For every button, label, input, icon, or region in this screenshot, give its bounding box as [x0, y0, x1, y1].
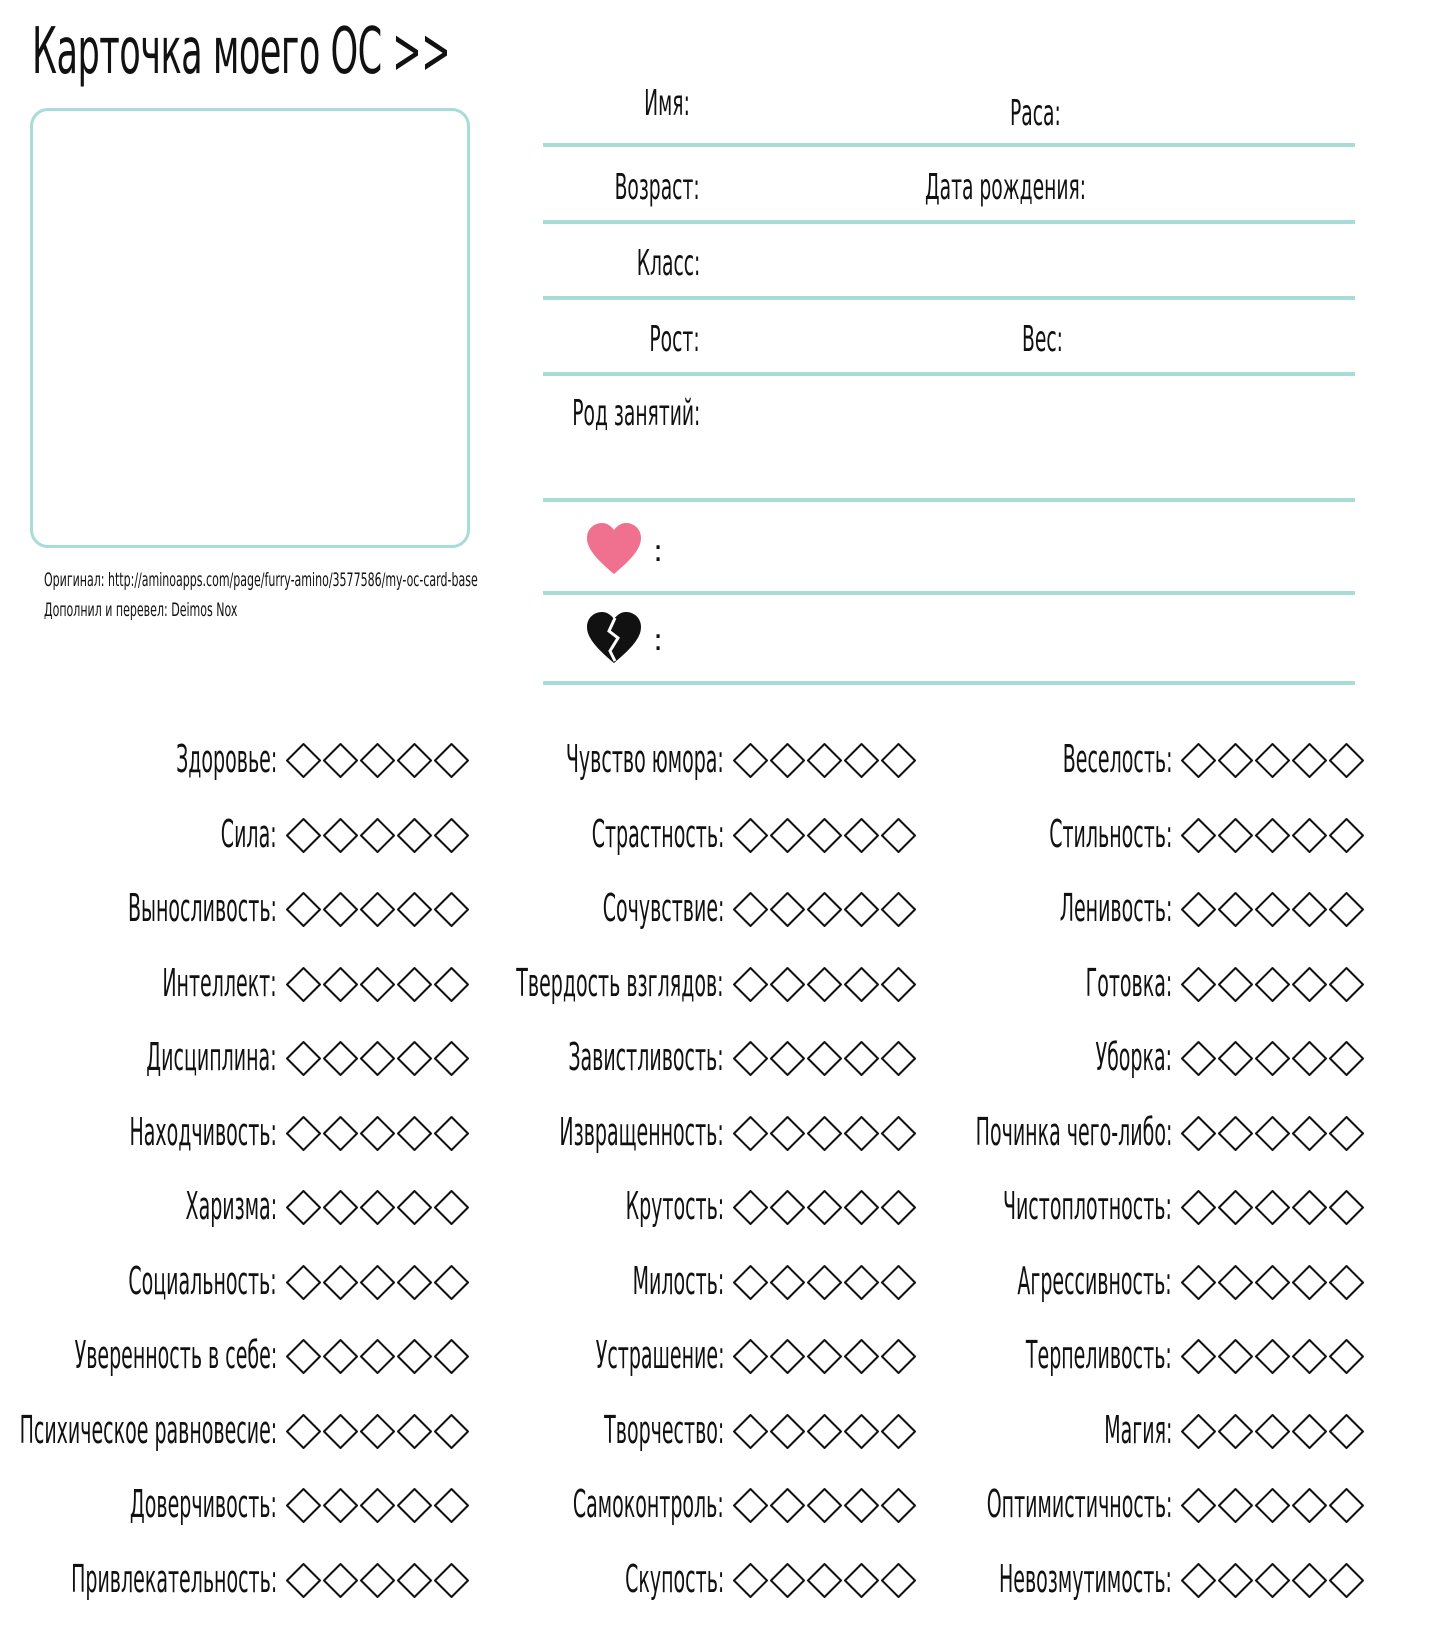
rating-diamonds: [285, 891, 470, 928]
rating-diamonds: [285, 817, 470, 854]
stat-row: [447, 1177, 917, 1237]
rating-diamonds: [732, 1562, 917, 1599]
rating-diamond-icon[interactable]: [732, 1189, 769, 1226]
credit-translator: Дополнил и перевел: Deimos Nox: [44, 599, 238, 621]
rating-diamond-icon[interactable]: [359, 1115, 396, 1152]
rating-diamond-icon[interactable]: [1180, 1413, 1217, 1450]
rating-diamond-icon[interactable]: [1217, 1487, 1254, 1524]
stat-row: [0, 1550, 470, 1610]
rating-diamond-icon[interactable]: [359, 1338, 396, 1375]
rating-diamond-icon[interactable]: [396, 1264, 433, 1301]
rating-diamond-icon[interactable]: [806, 1487, 843, 1524]
stat-row: [447, 730, 917, 790]
stat-label: Уверенность в себе:: [74, 1333, 277, 1377]
stat-label: Устрашение:: [595, 1333, 724, 1377]
rating-diamond-icon[interactable]: [285, 1115, 322, 1152]
rating-diamond-icon[interactable]: [285, 1040, 322, 1077]
stat-label: Стильность:: [1048, 811, 1172, 856]
stat-label: Крутость:: [625, 1184, 724, 1228]
rating-diamonds: [1180, 1115, 1365, 1152]
divider-line: [543, 591, 1355, 595]
rating-diamonds: [285, 1115, 470, 1152]
stat-label: Твердость взглядов:: [516, 960, 724, 1005]
class-label: Класс:: [636, 243, 700, 284]
stat-label: Дисциплина:: [146, 1035, 277, 1079]
rating-diamonds: [1180, 1338, 1365, 1375]
stat-label: Уборка:: [1095, 1035, 1172, 1079]
rating-diamonds: [732, 1040, 917, 1077]
rating-diamond-icon[interactable]: [1180, 891, 1217, 928]
rating-diamonds: [732, 966, 917, 1003]
rating-diamond-icon[interactable]: [1291, 1562, 1328, 1599]
weight-label: Вес:: [1022, 319, 1063, 360]
rating-diamond-icon[interactable]: [359, 1189, 396, 1226]
rating-diamond-icon[interactable]: [285, 1338, 322, 1375]
rating-diamonds: [1180, 1413, 1365, 1450]
rating-diamond-icon[interactable]: [769, 1338, 806, 1375]
rating-diamonds: [1180, 1040, 1365, 1077]
stat-row: [0, 1252, 470, 1312]
rating-diamonds: [1180, 1189, 1365, 1226]
rating-diamonds: [732, 1338, 917, 1375]
stat-label: Сила:: [221, 811, 277, 856]
rating-diamond-icon[interactable]: [732, 1487, 769, 1524]
rating-diamond-icon[interactable]: [359, 1264, 396, 1301]
divider-line: [543, 296, 1355, 300]
rating-diamond-icon[interactable]: [1291, 1189, 1328, 1226]
stat-label: Скупость:: [624, 1556, 724, 1601]
rating-diamond-icon[interactable]: [1328, 1189, 1365, 1226]
rating-diamond-icon[interactable]: [732, 1264, 769, 1301]
rating-diamond-icon[interactable]: [1254, 1413, 1291, 1450]
rating-diamond-icon[interactable]: [732, 817, 769, 854]
rating-diamond-icon[interactable]: [1291, 1487, 1328, 1524]
stat-label: Завистливость:: [568, 1035, 724, 1079]
rating-diamond-icon[interactable]: [843, 1189, 880, 1226]
rating-diamond-icon[interactable]: [396, 1562, 433, 1599]
rating-diamond-icon[interactable]: [322, 891, 359, 928]
page-title: Карточка моего OC >>: [32, 15, 451, 89]
stat-label: Привлекательность:: [70, 1556, 277, 1601]
broken-heart-icon: [585, 611, 643, 669]
rating-diamond-icon[interactable]: [806, 742, 843, 779]
stat-label: Интеллект:: [162, 960, 277, 1005]
stat-row: [447, 954, 917, 1014]
credit-original: Оригинал: http://aminoapps.com/page/furry-amino/3577586/my-oc-card-base: [44, 569, 478, 591]
divider-line: [543, 372, 1355, 376]
rating-diamond-icon[interactable]: [1180, 817, 1217, 854]
stat-label: Извращенность:: [559, 1109, 724, 1154]
stat-label: Оптимистичность:: [986, 1482, 1172, 1526]
stat-label: Чистоплотность:: [1003, 1184, 1172, 1228]
rating-diamonds: [285, 1040, 470, 1077]
rating-diamond-icon[interactable]: [769, 1413, 806, 1450]
rating-diamond-icon[interactable]: [769, 742, 806, 779]
rating-diamond-icon[interactable]: [769, 1189, 806, 1226]
rating-diamond-icon[interactable]: [1254, 1264, 1291, 1301]
rating-diamond-icon[interactable]: [1291, 966, 1328, 1003]
rating-diamond-icon[interactable]: [806, 1115, 843, 1152]
stat-row: [895, 730, 1365, 790]
dislikes-row: [585, 611, 663, 669]
rating-diamond-icon[interactable]: [1328, 1413, 1365, 1450]
rating-diamond-icon[interactable]: [769, 1487, 806, 1524]
rating-diamond-icon[interactable]: [843, 891, 880, 928]
oc-picture-frame[interactable]: [30, 108, 470, 548]
stat-label: Невозмутимость:: [999, 1556, 1172, 1601]
likes-row: [585, 522, 663, 580]
rating-diamond-icon[interactable]: [1180, 1040, 1217, 1077]
rating-diamond-icon[interactable]: [1254, 891, 1291, 928]
rating-diamond-icon[interactable]: [1291, 891, 1328, 928]
rating-diamonds: [1180, 1264, 1365, 1301]
rating-diamonds: [285, 1562, 470, 1599]
rating-diamond-icon[interactable]: [1254, 1115, 1291, 1152]
rating-diamonds: [732, 1115, 917, 1152]
rating-diamond-icon[interactable]: [1254, 742, 1291, 779]
rating-diamond-icon[interactable]: [1217, 1115, 1254, 1152]
divider-line: [543, 143, 1355, 147]
rating-diamond-icon[interactable]: [843, 742, 880, 779]
rating-diamond-icon[interactable]: [1217, 817, 1254, 854]
stat-row: [895, 1103, 1365, 1163]
rating-diamond-icon[interactable]: [322, 1487, 359, 1524]
stat-row: [895, 1475, 1365, 1535]
stat-label: Самоконтроль:: [573, 1482, 724, 1526]
rating-diamond-icon[interactable]: [806, 1562, 843, 1599]
rating-diamond-icon[interactable]: [843, 966, 880, 1003]
stat-row: [447, 805, 917, 865]
rating-diamond-icon[interactable]: [285, 1562, 322, 1599]
rating-diamond-icon[interactable]: [1328, 966, 1365, 1003]
stat-row: [895, 1550, 1365, 1610]
rating-diamond-icon[interactable]: [843, 1487, 880, 1524]
rating-diamond-icon[interactable]: [1291, 1040, 1328, 1077]
rating-diamond-icon[interactable]: [1180, 1264, 1217, 1301]
rating-diamond-icon[interactable]: [359, 1562, 396, 1599]
rating-diamond-icon[interactable]: [1217, 1338, 1254, 1375]
stat-label: Починка чего-либо:: [975, 1109, 1172, 1154]
rating-diamond-icon[interactable]: [732, 891, 769, 928]
occupation-label: Род занятий:: [571, 393, 700, 434]
rating-diamond-icon[interactable]: [1291, 817, 1328, 854]
rating-diamond-icon[interactable]: [1254, 966, 1291, 1003]
stat-row: [895, 1177, 1365, 1237]
rating-diamond-icon[interactable]: [1328, 891, 1365, 928]
stat-label: Терпеливость:: [1026, 1333, 1172, 1377]
rating-diamond-icon[interactable]: [359, 1413, 396, 1450]
rating-diamond-icon[interactable]: [1328, 817, 1365, 854]
stat-row: [447, 879, 917, 939]
rating-diamond-icon[interactable]: [359, 891, 396, 928]
rating-diamond-icon[interactable]: [732, 966, 769, 1003]
rating-diamond-icon[interactable]: [396, 1413, 433, 1450]
divider-line: [543, 220, 1355, 224]
rating-diamond-icon[interactable]: [1328, 1115, 1365, 1152]
rating-diamond-icon[interactable]: [322, 1189, 359, 1226]
stat-row: [447, 1401, 917, 1461]
rating-diamonds: [732, 891, 917, 928]
rating-diamond-icon[interactable]: [396, 1040, 433, 1077]
stat-row: [0, 879, 470, 939]
stat-row: [895, 879, 1365, 939]
rating-diamonds: [732, 817, 917, 854]
rating-diamond-icon[interactable]: [843, 817, 880, 854]
rating-diamond-icon[interactable]: [769, 1040, 806, 1077]
rating-diamond-icon[interactable]: [285, 1264, 322, 1301]
rating-diamonds: [732, 742, 917, 779]
rating-diamonds: [1180, 1487, 1365, 1524]
rating-diamond-icon[interactable]: [806, 817, 843, 854]
rating-diamond-icon[interactable]: [732, 742, 769, 779]
stat-row: [0, 1401, 470, 1461]
rating-diamonds: [285, 966, 470, 1003]
rating-diamond-icon[interactable]: [1180, 1487, 1217, 1524]
divider-line: [543, 498, 1355, 502]
rating-diamond-icon[interactable]: [1180, 1562, 1217, 1599]
rating-diamond-icon[interactable]: [396, 1487, 433, 1524]
stat-label: Милость:: [632, 1258, 724, 1303]
rating-diamonds: [285, 742, 470, 779]
rating-diamond-icon[interactable]: [806, 1338, 843, 1375]
rating-diamonds: [1180, 742, 1365, 779]
rating-diamond-icon[interactable]: [1328, 1562, 1365, 1599]
credits: [44, 565, 792, 625]
divider-line: [543, 681, 1355, 685]
rating-diamond-icon[interactable]: [843, 1338, 880, 1375]
rating-diamond-icon[interactable]: [1180, 966, 1217, 1003]
stat-row: [895, 1326, 1365, 1386]
dislikes-colon: :: [653, 622, 664, 658]
rating-diamond-icon[interactable]: [285, 1189, 322, 1226]
name-label: Имя:: [644, 83, 690, 124]
likes-colon: :: [653, 533, 664, 569]
stat-label: Чувство юмора:: [566, 737, 724, 781]
rating-diamond-icon[interactable]: [732, 1040, 769, 1077]
stat-row: [0, 805, 470, 865]
rating-diamond-icon[interactable]: [1291, 1338, 1328, 1375]
rating-diamond-icon[interactable]: [769, 817, 806, 854]
rating-diamond-icon[interactable]: [843, 1413, 880, 1450]
rating-diamond-icon[interactable]: [1328, 1264, 1365, 1301]
rating-diamond-icon[interactable]: [1328, 742, 1365, 779]
rating-diamond-icon[interactable]: [806, 1040, 843, 1077]
rating-diamond-icon[interactable]: [806, 966, 843, 1003]
stat-label: Психическое равновесие:: [19, 1407, 277, 1452]
rating-diamond-icon[interactable]: [843, 1264, 880, 1301]
rating-diamond-icon[interactable]: [396, 1189, 433, 1226]
rating-diamond-icon[interactable]: [285, 742, 322, 779]
rating-diamond-icon[interactable]: [285, 966, 322, 1003]
stat-row: [0, 1028, 470, 1088]
rating-diamond-icon[interactable]: [396, 1338, 433, 1375]
rating-diamond-icon[interactable]: [359, 1487, 396, 1524]
rating-diamond-icon[interactable]: [1217, 891, 1254, 928]
stat-label: Веселость:: [1062, 737, 1172, 781]
rating-diamond-icon[interactable]: [843, 1040, 880, 1077]
rating-diamond-icon[interactable]: [1217, 1413, 1254, 1450]
stat-row: [447, 1550, 917, 1610]
rating-diamond-icon[interactable]: [359, 817, 396, 854]
rating-diamonds: [285, 1189, 470, 1226]
stat-label: Ленивость:: [1059, 886, 1172, 930]
rating-diamond-icon[interactable]: [1180, 1115, 1217, 1152]
rating-diamond-icon[interactable]: [1217, 1189, 1254, 1226]
rating-diamond-icon[interactable]: [1254, 1338, 1291, 1375]
rating-diamond-icon[interactable]: [396, 742, 433, 779]
stat-row: [447, 1252, 917, 1312]
rating-diamond-icon[interactable]: [1328, 1487, 1365, 1524]
rating-diamond-icon[interactable]: [322, 1562, 359, 1599]
rating-diamond-icon[interactable]: [1291, 742, 1328, 779]
rating-diamond-icon[interactable]: [1291, 1413, 1328, 1450]
age-label: Возраст:: [614, 167, 700, 208]
rating-diamond-icon[interactable]: [359, 742, 396, 779]
rating-diamond-icon[interactable]: [769, 891, 806, 928]
stat-label: Творчество:: [603, 1407, 724, 1452]
stat-row: [0, 730, 470, 790]
rating-diamonds: [732, 1487, 917, 1524]
rating-diamond-icon[interactable]: [359, 966, 396, 1003]
rating-diamond-icon[interactable]: [769, 966, 806, 1003]
rating-diamond-icon[interactable]: [322, 817, 359, 854]
stat-label: Харизма:: [185, 1184, 277, 1228]
stat-label: Социальность:: [128, 1258, 277, 1303]
rating-diamond-icon[interactable]: [396, 966, 433, 1003]
rating-diamond-icon[interactable]: [843, 1562, 880, 1599]
rating-diamond-icon[interactable]: [1217, 966, 1254, 1003]
stat-row: [895, 954, 1365, 1014]
rating-diamond-icon[interactable]: [1180, 1189, 1217, 1226]
rating-diamond-icon[interactable]: [322, 742, 359, 779]
stat-row: [895, 1401, 1365, 1461]
stat-row: [0, 1103, 470, 1163]
heart-icon: [585, 522, 643, 580]
rating-diamonds: [1180, 966, 1365, 1003]
rating-diamond-icon[interactable]: [396, 1115, 433, 1152]
rating-diamond-icon[interactable]: [732, 1115, 769, 1152]
rating-diamond-icon[interactable]: [1291, 1264, 1328, 1301]
rating-diamond-icon[interactable]: [732, 1413, 769, 1450]
stat-row: [447, 1028, 917, 1088]
rating-diamonds: [732, 1413, 917, 1450]
stat-label: Доверчивость:: [130, 1482, 277, 1526]
stat-row: [0, 954, 470, 1014]
rating-diamond-icon[interactable]: [285, 1487, 322, 1524]
stat-row: [895, 1028, 1365, 1088]
rating-diamond-icon[interactable]: [1254, 1040, 1291, 1077]
rating-diamond-icon[interactable]: [1217, 742, 1254, 779]
rating-diamond-icon[interactable]: [322, 1413, 359, 1450]
rating-diamond-icon[interactable]: [769, 1115, 806, 1152]
stat-row: [447, 1326, 917, 1386]
rating-diamond-icon[interactable]: [1180, 1338, 1217, 1375]
rating-diamond-icon[interactable]: [1328, 1040, 1365, 1077]
rating-diamond-icon[interactable]: [732, 1338, 769, 1375]
rating-diamond-icon[interactable]: [285, 1413, 322, 1450]
stat-label: Выносливость:: [128, 886, 277, 930]
rating-diamonds: [1180, 817, 1365, 854]
rating-diamonds: [285, 1487, 470, 1524]
rating-diamonds: [732, 1189, 917, 1226]
rating-diamond-icon[interactable]: [322, 1115, 359, 1152]
birthday-label: Дата рождения:: [925, 167, 1087, 208]
stat-row: [895, 1252, 1365, 1312]
rating-diamond-icon[interactable]: [322, 1264, 359, 1301]
rating-diamond-icon[interactable]: [1217, 1040, 1254, 1077]
rating-diamond-icon[interactable]: [1254, 1562, 1291, 1599]
rating-diamond-icon[interactable]: [1254, 817, 1291, 854]
stat-row: [0, 1326, 470, 1386]
rating-diamonds: [285, 1338, 470, 1375]
stat-row: [895, 805, 1365, 865]
rating-diamond-icon[interactable]: [1254, 1487, 1291, 1524]
rating-diamond-icon[interactable]: [1328, 1338, 1365, 1375]
rating-diamond-icon[interactable]: [1217, 1562, 1254, 1599]
rating-diamonds: [1180, 891, 1365, 928]
rating-diamond-icon[interactable]: [396, 891, 433, 928]
rating-diamond-icon[interactable]: [806, 891, 843, 928]
race-label: Раса:: [1010, 93, 1061, 134]
stat-label: Здоровье:: [175, 737, 277, 781]
stat-row: [0, 1475, 470, 1535]
stat-label: Агрессивность:: [1017, 1258, 1172, 1303]
rating-diamonds: [1180, 1562, 1365, 1599]
rating-diamond-icon[interactable]: [396, 817, 433, 854]
stat-label: Сочувствие:: [602, 886, 724, 930]
height-label: Рост:: [649, 319, 700, 360]
rating-diamond-icon[interactable]: [732, 1562, 769, 1599]
rating-diamond-icon[interactable]: [806, 1413, 843, 1450]
rating-diamonds: [285, 1413, 470, 1450]
stat-row: [0, 1177, 470, 1237]
rating-diamond-icon[interactable]: [806, 1264, 843, 1301]
rating-diamond-icon[interactable]: [285, 891, 322, 928]
stat-label: Страстность:: [591, 811, 724, 856]
stat-label: Магия:: [1103, 1407, 1172, 1452]
stat-label: Находчивость:: [129, 1109, 277, 1154]
rating-diamond-icon[interactable]: [1254, 1189, 1291, 1226]
rating-diamond-icon[interactable]: [769, 1562, 806, 1599]
rating-diamond-icon[interactable]: [806, 1189, 843, 1226]
stat-row: [447, 1475, 917, 1535]
rating-diamond-icon[interactable]: [843, 1115, 880, 1152]
rating-diamonds: [285, 1264, 470, 1301]
rating-diamond-icon[interactable]: [285, 817, 322, 854]
rating-diamond-icon[interactable]: [359, 1040, 396, 1077]
rating-diamond-icon[interactable]: [322, 1338, 359, 1375]
rating-diamond-icon[interactable]: [769, 1264, 806, 1301]
rating-diamond-icon[interactable]: [322, 1040, 359, 1077]
rating-diamond-icon[interactable]: [1291, 1115, 1328, 1152]
stat-row: [447, 1103, 917, 1163]
rating-diamonds: [732, 1264, 917, 1301]
rating-diamond-icon[interactable]: [322, 966, 359, 1003]
rating-diamond-icon[interactable]: [1180, 742, 1217, 779]
stat-label: Готовка:: [1085, 960, 1172, 1005]
rating-diamond-icon[interactable]: [1217, 1264, 1254, 1301]
